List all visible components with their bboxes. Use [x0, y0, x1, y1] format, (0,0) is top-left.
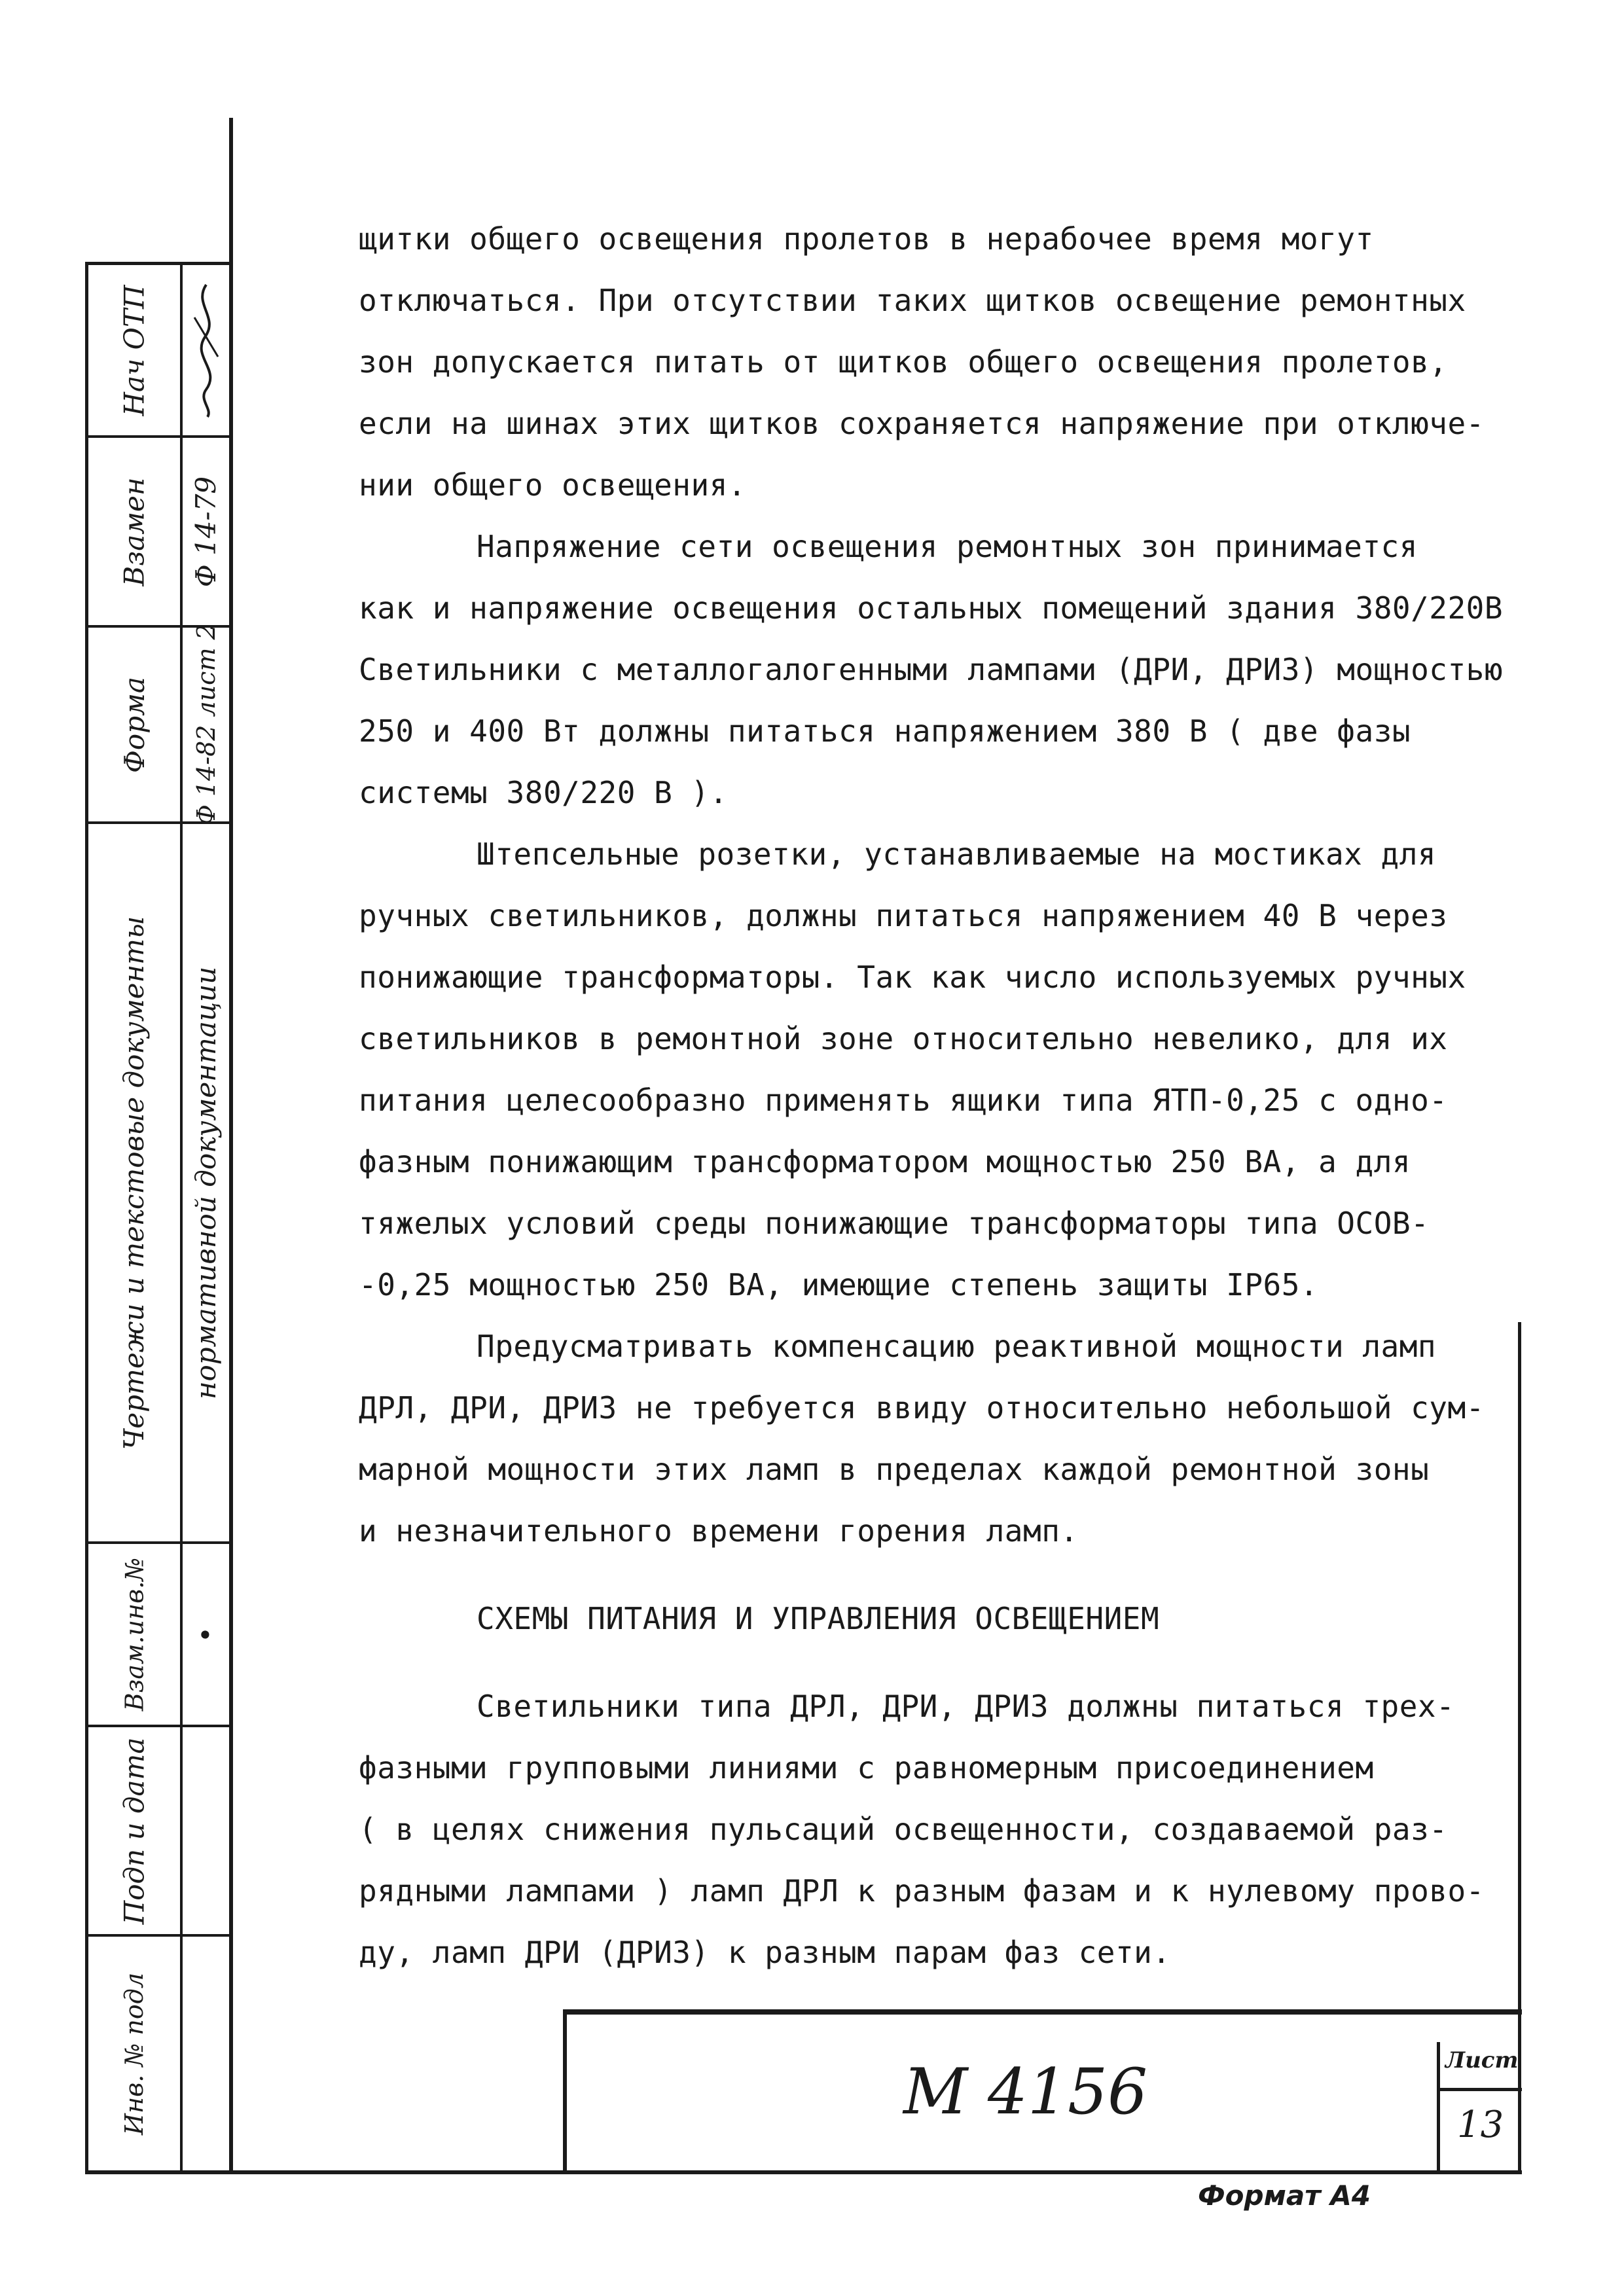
frame-left-border — [229, 118, 233, 2173]
body-text — [359, 208, 1524, 1983]
stamp-value-drawings-text: нормативной документации — [190, 966, 222, 1399]
stamp-label-drawings: Чертежи и текстовые документы — [118, 916, 151, 1450]
stamp-label-form: Форма — [118, 676, 151, 773]
stamp-cell-sign-date — [88, 1727, 180, 1934]
paragraph-4: Предусматривать компенсацию реактивной мощности ламп ДРЛ, ДРИ, ДРИЗ не требуется ввиду относительно небольшой сум- марной мощности этих ламп в пределах каждой ремонтной зоны и незначительного времени горения ламп. — [359, 1329, 1485, 1549]
paragraph-2: Напряжение сети освещения ремонтных зон принимается как и напряжение освещения остальных помещений здания 380/220В Светильники с металлогалогенными лампами (ДРИ, ДРИЗ) мощностью 250 и 400 Вт должны питаться напряжением 380 В ( две фазы системы 380/220 В ). — [359, 529, 1504, 810]
stamp-value-head — [183, 265, 229, 435]
signature-mark — [187, 278, 226, 422]
stamp-value-inv-replace — [183, 1544, 229, 1725]
stamp-cell-inv-original — [88, 1937, 180, 2170]
paragraph-1: щитки общего освещения пролетов в нерабочее время могут отключаться. При отсутствии таких щитков освещение ремонтных зон допускается питать от щитков общего освещения пролетов, если на шинах этих щитков сохраняется напряжение при отключе- нии общего освещения. — [359, 221, 1485, 503]
stamp-cell-inv-replace — [88, 1544, 180, 1725]
document-code: М 4156 — [903, 2055, 1148, 2128]
stamp-cell-replaces — [88, 438, 180, 625]
stamp-label-inv-replace: Взам.инв.№ — [120, 1557, 149, 1712]
stamp-value-drawings — [183, 824, 229, 1541]
paragraph-5: Светильники типа ДРЛ, ДРИ, ДРИЗ должны питаться трех- фазными групповыми линиями с равномерным присоединением ( в целях снижения пульсаций освещенности, создаваемой раз- рядными лампами ) ламп ДРЛ к разным фазам и к нулевому прово- ду, ламп ДРИ (ДРИЗ) к разным парам фаз сети. — [359, 1689, 1485, 1970]
stamp-value-form — [183, 624, 229, 825]
sheet-box — [1437, 2042, 1522, 2173]
stamp-label-replaces: Взамен — [118, 476, 151, 586]
sheet-divider — [1440, 2088, 1522, 2091]
section-heading: СХЕМЫ ПИТАНИЯ И УПРАВЛЕНИЯ ОСВЕЩЕНИЕМ — [477, 1601, 1160, 1636]
stamp-label-head: Нач ОТП — [118, 284, 151, 416]
stamp-label-inv-original: Инв. № подл — [120, 1972, 149, 2135]
stamp-label-sign-date: Подп и дата — [118, 1737, 151, 1924]
stamp-value-replaces — [183, 438, 229, 625]
stamp-cell-drawings — [88, 824, 180, 1541]
stamp-value-form-text: Ф 14-82 лист 2 — [191, 624, 221, 825]
format-label: Формат А4 — [1198, 2179, 1371, 2212]
sheet-label: Лист — [1445, 2047, 1519, 2073]
stamp-cell-form — [88, 628, 180, 821]
stamp-cell-head — [88, 265, 180, 435]
sheet-number: 13 — [1457, 2104, 1504, 2146]
stamp-value-inv-replace-text: • — [190, 1626, 222, 1643]
stamp-value-replaces-text: Ф 14-79 — [190, 476, 223, 587]
paragraph-3: Штепсельные розетки, устанавливаемые на мостиках для ручных светильников, должны питаться напряжением 40 В через понижающие трансформаторы. Так как число используемых ручных светильников в ремонтной зоне относительно невелико, для их питания целесообразно применять ящики типа ЯТП-0,25 с одно- фазным понижающим трансформатором мощностью 250 ВА, а для тяжелых условий среды понижающие трансформаторы типа ОСОВ- -0,25 мощностью 250 ВА, имеющие степень защиты IP65. — [359, 836, 1466, 1302]
